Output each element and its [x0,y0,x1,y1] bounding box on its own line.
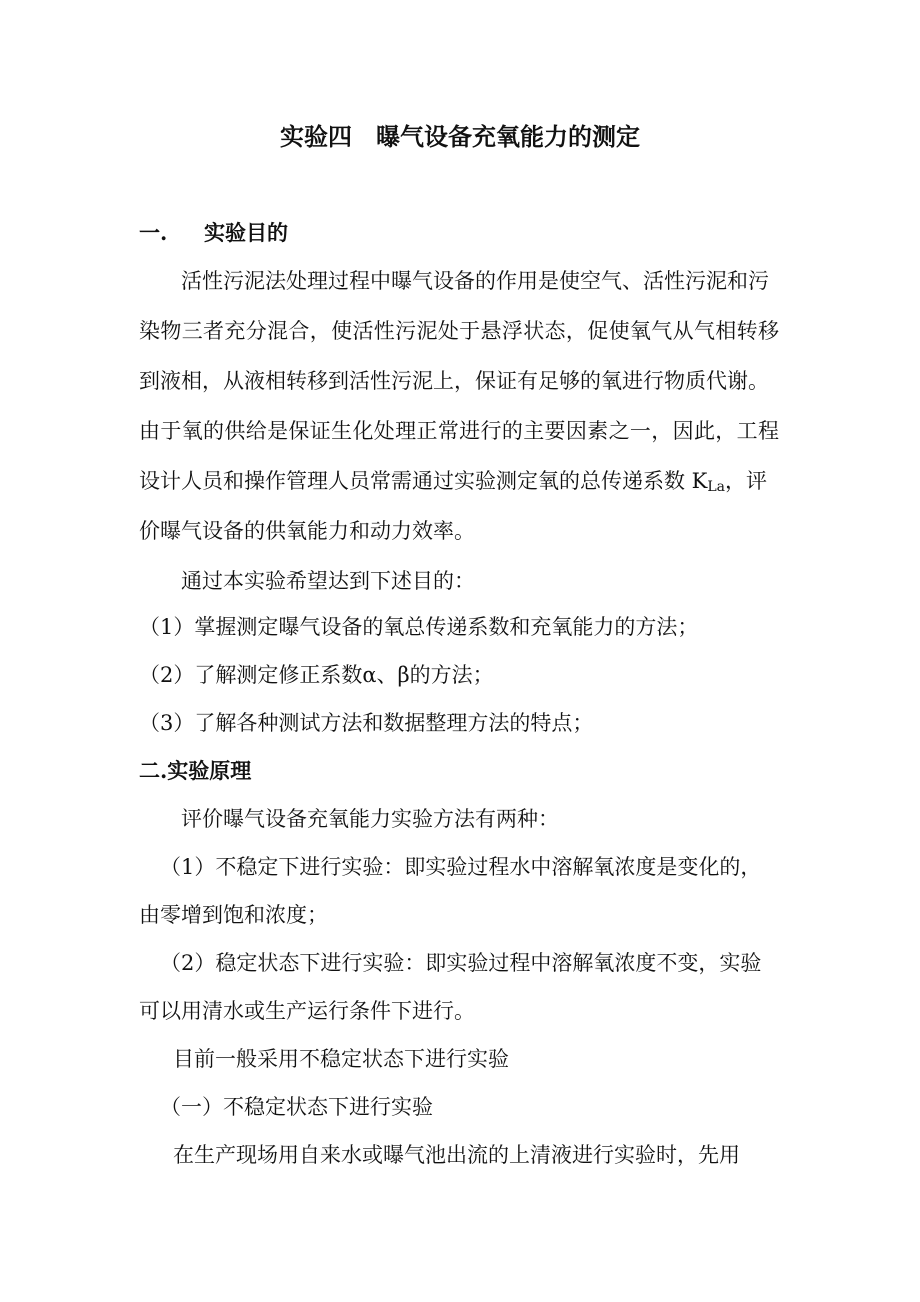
kla-subscript: La [707,479,726,495]
section-1-heading: 实验目的 [204,220,288,245]
paragraph-line: 评价曝气设备充氧能力实验方法有两种： [181,807,559,831]
paragraph-line: 由于氧的供给是保证生化处理正常进行的主要因素之一，因此，工程 [139,419,779,443]
paragraph-line: 染物三者充分混合，使活性污泥处于悬浮状态，促使氧气从气相转移 [139,319,779,343]
subsection-heading: （一）不稳定状态下进行实验 [160,1095,433,1119]
paragraph-line: 到液相，从液相转移到活性污泥上，保证有足够的氧进行物质代谢。 [139,369,769,393]
section-2-heading: 二.实验原理 [139,758,252,783]
method-item-continued: 由零增到饱和浓度； [139,903,328,927]
method-item: （1）不稳定下进行实验：即实验过程水中溶解氧浓度是变化的， [160,855,762,879]
document-title: 实验四 曝气设备充氧能力的测定 [280,122,640,151]
section-1-number: 一. [139,220,168,245]
paragraph-text: ，评 [725,469,768,493]
paragraph-line: 价曝气设备的供氧能力和动力效率。 [139,519,475,543]
method-item-continued: 可以用清水或生产运行条件下进行。 [139,999,475,1023]
paragraph-line-with-subscript [139,466,767,502]
paragraph-line: 活性污泥法处理过程中曝气设备的作用是使空气、活性污泥和污 [181,269,769,293]
goal-item: （2）了解测定修正系数α、β的方法； [139,663,494,687]
paragraph-text: 设计人员和操作管理人员常需通过实验测定氧的总传递系数 K [139,469,708,493]
goals-intro: 通过本实验希望达到下述目的： [181,569,475,593]
method-item: （2）稳定状态下进行实验：即实验过程中溶解氧浓度不变，实验 [160,951,762,975]
paragraph-line: 在生产现场用自来水或曝气池出流的上清液进行实验时，先用 [173,1143,740,1167]
goal-item: （1）掌握测定曝气设备的氧总传递系数和充氧能力的方法； [139,615,699,639]
paragraph-line: 目前一般采用不稳定状态下进行实验 [173,1047,509,1071]
goal-item: （3）了解各种测试方法和数据整理方法的特点； [139,711,594,735]
